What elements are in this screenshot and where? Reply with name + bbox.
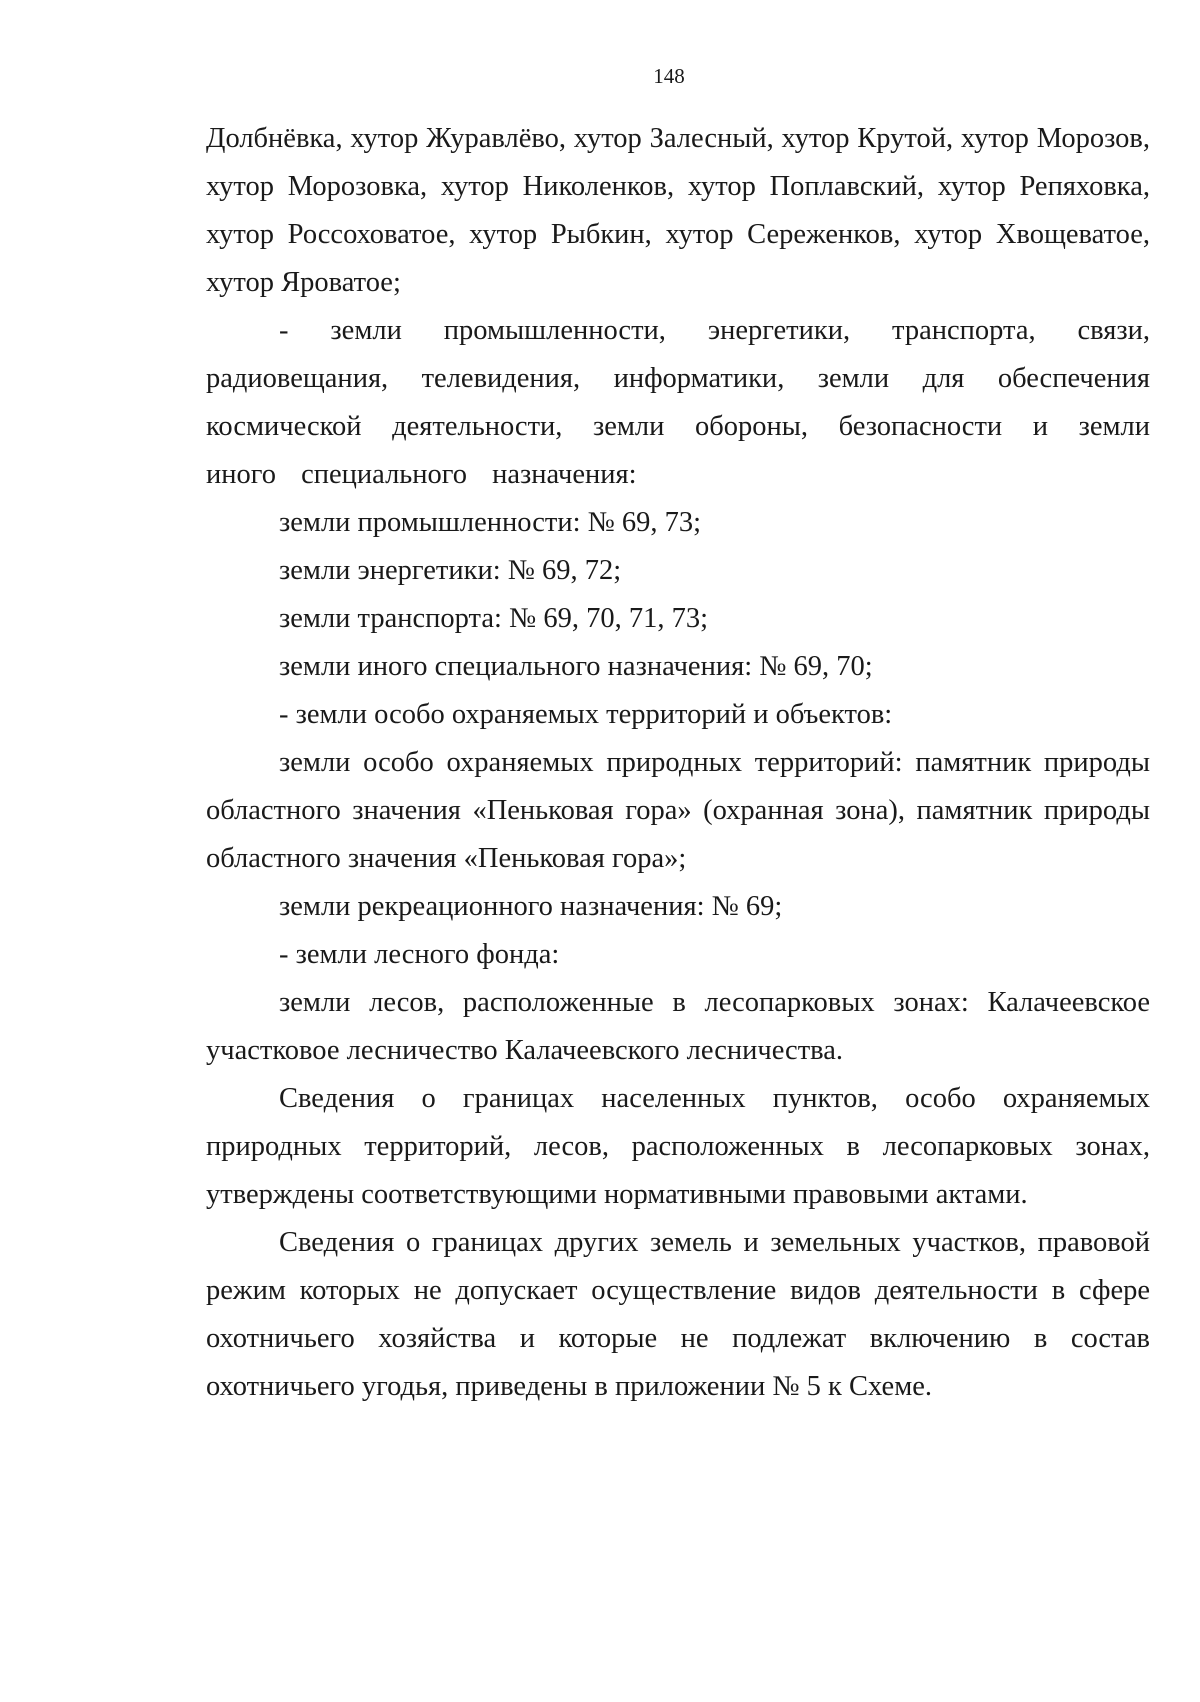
paragraph-energy-lands: земли энергетики: № 69, 72;: [279, 555, 622, 586]
page-number: 148: [653, 64, 685, 88]
paragraph-recreation-lands: земли рекреационного назначения: № 69;: [279, 891, 783, 922]
paragraph-protected-territories: - земли особо охраняемых территорий и объектов:: [279, 699, 893, 730]
paragraph-industry-lands: земли промышленности: № 69, 73;: [279, 507, 702, 538]
paragraph-boundaries-approved: Сведения о границах населенных пунктов, особо охраняемых природных территорий, лесов, расположенных в лесопарковых зонах, утверждены соответствующими нормативными правовыми актами.: [206, 1083, 1150, 1210]
paragraph-other-boundaries: Сведения о границах других земель и земельных участков, правовой режим которых не допускает осуществление видов деятельности в сфере охотничьего хозяйства и которые не подлежат включению в состав охотничьего угодья, приведены в приложении № 5 к Схеме.: [206, 1227, 1150, 1402]
paragraph-settlements-list: Долбнёвка, хутор Журавлёво, хутор Залесный, хутор Крутой, хутор Морозов, хутор Морозовка, хутор Николенков, хутор Поплавский, хутор Репяховка, хутор Россоховатое, хутор Рыбкин, хутор Сереженков, хутор Хвощеватое, хутор Яроватое;: [206, 123, 1150, 298]
paragraph-protected-natural-territories: земли особо охраняемых природных территорий: памятник природы областного значения «Пеньковая гора» (охранная зона), памятник природы областного значения «Пеньковая гора»;: [206, 747, 1150, 874]
paragraph-special-purpose-lands: - земли промышленности, энергетики, транспорта, связи, радиовещания, телевидения, информатики, земли для обеспечения космической деятельности, земли обороны, безопасности и земли иного специального назначения:: [206, 315, 1150, 490]
paragraph-transport-lands: земли транспорта: № 69, 70, 71, 73;: [279, 603, 709, 634]
document-body: [206, 115, 1150, 1411]
paragraph-forest-fund: - земли лесного фонда:: [279, 939, 560, 970]
paragraph-forest-park-zones: земли лесов, расположенные в лесопарковых зонах: Калачеевское участковое лесничество Калачеевского лесничества.: [206, 987, 1150, 1066]
paragraph-other-special-lands: земли иного специального назначения: № 69, 70;: [279, 651, 873, 682]
